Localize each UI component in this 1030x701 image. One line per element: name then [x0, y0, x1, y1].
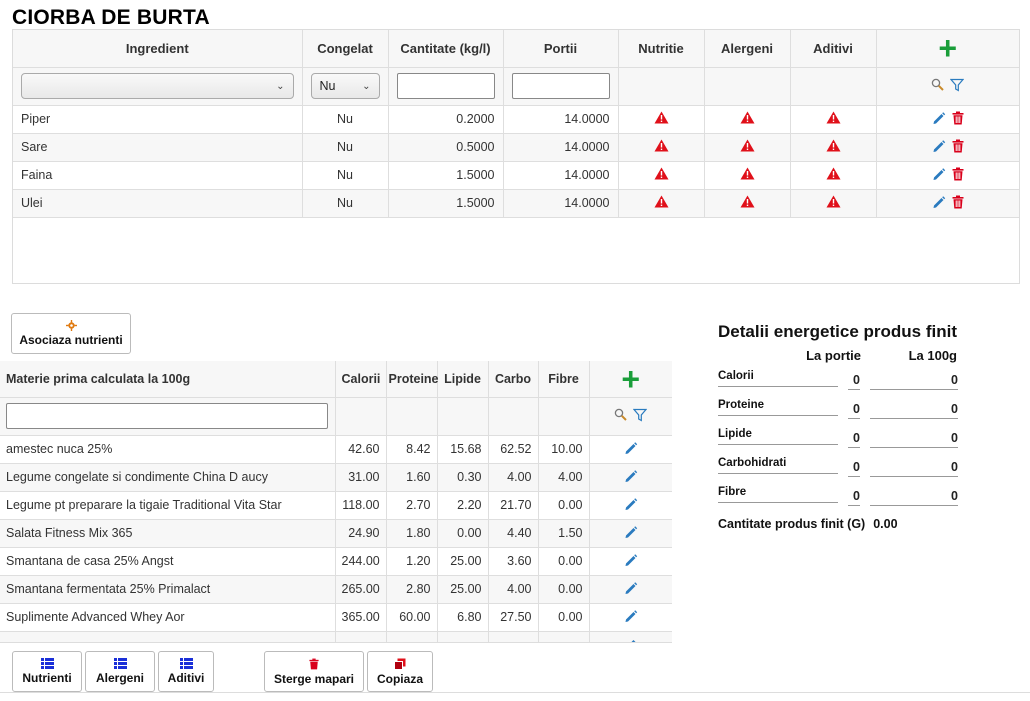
- col-header-proteine: Proteine: [386, 361, 437, 397]
- copy-icon: [394, 658, 406, 670]
- trash-icon: [309, 658, 319, 670]
- energy-row-carbohidrati: Carbohidrati 0 0: [718, 451, 963, 480]
- table-row: Piper Nu 0.2000 14.0000: [13, 105, 1019, 133]
- cantitate-produs-finit: [718, 517, 963, 531]
- warning-icon[interactable]: [826, 111, 841, 124]
- chevron-down-icon: ⌄: [362, 80, 371, 92]
- add-ingredient-cell: [876, 30, 1019, 67]
- materie-filter-input[interactable]: [6, 403, 328, 429]
- trash-icon[interactable]: [952, 139, 964, 153]
- chevron-down-icon: ⌄: [276, 80, 285, 92]
- sterge-mapari-button[interactable]: Sterge mapari: [264, 651, 364, 692]
- trash-icon[interactable]: [952, 111, 964, 125]
- search-icon[interactable]: [931, 78, 944, 91]
- table-row: Smantana fermentata 25% Primalact 265.00 2.80 25.00 4.00 0.00: [0, 575, 672, 603]
- col-header-fibre: Fibre: [538, 361, 589, 397]
- copiaza-button[interactable]: Copiaza: [367, 651, 433, 692]
- warning-icon[interactable]: [826, 139, 841, 152]
- edit-pencil-icon[interactable]: [624, 441, 638, 455]
- table-row-partial: [0, 631, 672, 643]
- table-row: Faina Nu 1.5000 14.0000: [13, 161, 1019, 189]
- gear-icon: [66, 320, 77, 331]
- cantitate-input[interactable]: [397, 73, 495, 99]
- portii-input[interactable]: [512, 73, 610, 99]
- cantitate-produs-finit-value: 0.00: [873, 517, 898, 531]
- table-row: Suplimente Advanced Whey Aor 365.00 60.00 6.80 27.50 0.00: [0, 603, 672, 631]
- col-header-lipide: Lipide: [437, 361, 488, 397]
- edit-pencil-icon[interactable]: [624, 525, 638, 539]
- edit-pencil-icon[interactable]: [932, 195, 946, 209]
- table-row: Ulei Nu 1.5000 14.0000: [13, 189, 1019, 217]
- table-row: Smantana de casa 25% Angst 244.00 1.20 25.00 3.60 0.00: [0, 547, 672, 575]
- col-header-la-portie: La portie: [806, 348, 861, 363]
- add-nutrient-button[interactable]: +: [621, 361, 641, 397]
- trash-icon[interactable]: [952, 167, 964, 181]
- filter-icon[interactable]: [633, 408, 647, 422]
- energy-row-calorii: Calorii 0 0: [718, 364, 963, 393]
- aditivi-button[interactable]: Aditivi: [158, 651, 214, 692]
- nutrienti-button[interactable]: Nutrienti: [12, 651, 82, 692]
- table-row: amestec nuca 25% 42.60 8.42 15.68 62.52 10.00: [0, 435, 672, 463]
- col-header-ingredient: Ingredient: [13, 30, 302, 67]
- edit-pencil-icon[interactable]: [624, 497, 638, 511]
- table-row: Salata Fitness Mix 365 24.90 1.80 0.00 4.40 1.50: [0, 519, 672, 547]
- add-ingredient-button[interactable]: +: [938, 30, 958, 67]
- congelat-select[interactable]: [311, 73, 380, 99]
- col-header-congelat: Congelat: [302, 30, 388, 67]
- warning-icon[interactable]: [826, 195, 841, 208]
- nutrients-table: [0, 361, 672, 643]
- ingredients-table: [13, 30, 1019, 218]
- table-row: Legume pt preparare la tigaie Traditional Vita Star 118.00 2.70 2.20 21.70 0.00: [0, 491, 672, 519]
- edit-pencil-icon[interactable]: [932, 139, 946, 153]
- col-header-alergeni: Alergeni: [704, 30, 790, 67]
- edit-pencil-icon[interactable]: [624, 609, 638, 623]
- list-icon: [41, 658, 54, 669]
- col-header-materie: Materie prima calculata la 100g: [0, 361, 335, 397]
- warning-icon[interactable]: [740, 167, 755, 180]
- col-header-aditivi: Aditivi: [790, 30, 876, 67]
- ingredient-select[interactable]: [21, 73, 294, 99]
- col-header-calorii: Calorii: [335, 361, 386, 397]
- energy-details-panel: [718, 322, 963, 531]
- col-header-nutritie: Nutritie: [618, 30, 704, 67]
- table-row: Legume congelate si condimente China D aucy 31.00 1.60 0.30 4.00 4.00: [0, 463, 672, 491]
- trash-icon[interactable]: [952, 195, 964, 209]
- warning-icon[interactable]: [740, 111, 755, 124]
- alergeni-button[interactable]: Alergeni: [85, 651, 155, 692]
- warning-icon[interactable]: [654, 111, 669, 124]
- nutrients-panel: [0, 361, 672, 643]
- page-divider: [0, 692, 1030, 693]
- col-header-carbo: Carbo: [488, 361, 538, 397]
- edit-pencil-icon[interactable]: [624, 553, 638, 567]
- col-header-cantitate: Cantitate (kg/l): [388, 30, 503, 67]
- energy-row-proteine: Proteine 0 0: [718, 393, 963, 422]
- edit-pencil-icon[interactable]: [624, 581, 638, 595]
- warning-icon[interactable]: [654, 139, 669, 152]
- warning-icon[interactable]: [740, 195, 755, 208]
- page-title: CIORBA DE BURTA: [12, 6, 210, 29]
- edit-pencil-icon[interactable]: [624, 469, 638, 483]
- table-row: Sare Nu 0.5000 14.0000: [13, 133, 1019, 161]
- list-icon: [114, 658, 127, 669]
- cantitate-produs-finit-label: Cantitate produs finit (G): [718, 517, 866, 531]
- search-icon[interactable]: [614, 408, 627, 421]
- col-header-portii: Portii: [503, 30, 618, 67]
- warning-icon[interactable]: [826, 167, 841, 180]
- energy-row-lipide: Lipide 0 0: [718, 422, 963, 451]
- warning-icon[interactable]: [654, 195, 669, 208]
- energy-row-fibre: Fibre 0 0: [718, 480, 963, 509]
- ingredients-panel: [12, 29, 1020, 284]
- col-header-la-100g: La 100g: [908, 348, 957, 363]
- filter-icon[interactable]: [950, 78, 964, 92]
- asociaza-nutrienti-button[interactable]: [11, 313, 131, 354]
- asociaza-nutrienti-label: Asociaza nutrienti: [19, 333, 123, 347]
- edit-pencil-icon[interactable]: [932, 167, 946, 181]
- edit-pencil-icon[interactable]: [624, 637, 638, 644]
- list-icon: [180, 658, 193, 669]
- congelat-select-value: Nu: [319, 79, 336, 93]
- energy-details-title: Detalii energetice produs finit: [718, 322, 957, 341]
- warning-icon[interactable]: [740, 139, 755, 152]
- edit-pencil-icon[interactable]: [932, 111, 946, 125]
- warning-icon[interactable]: [654, 167, 669, 180]
